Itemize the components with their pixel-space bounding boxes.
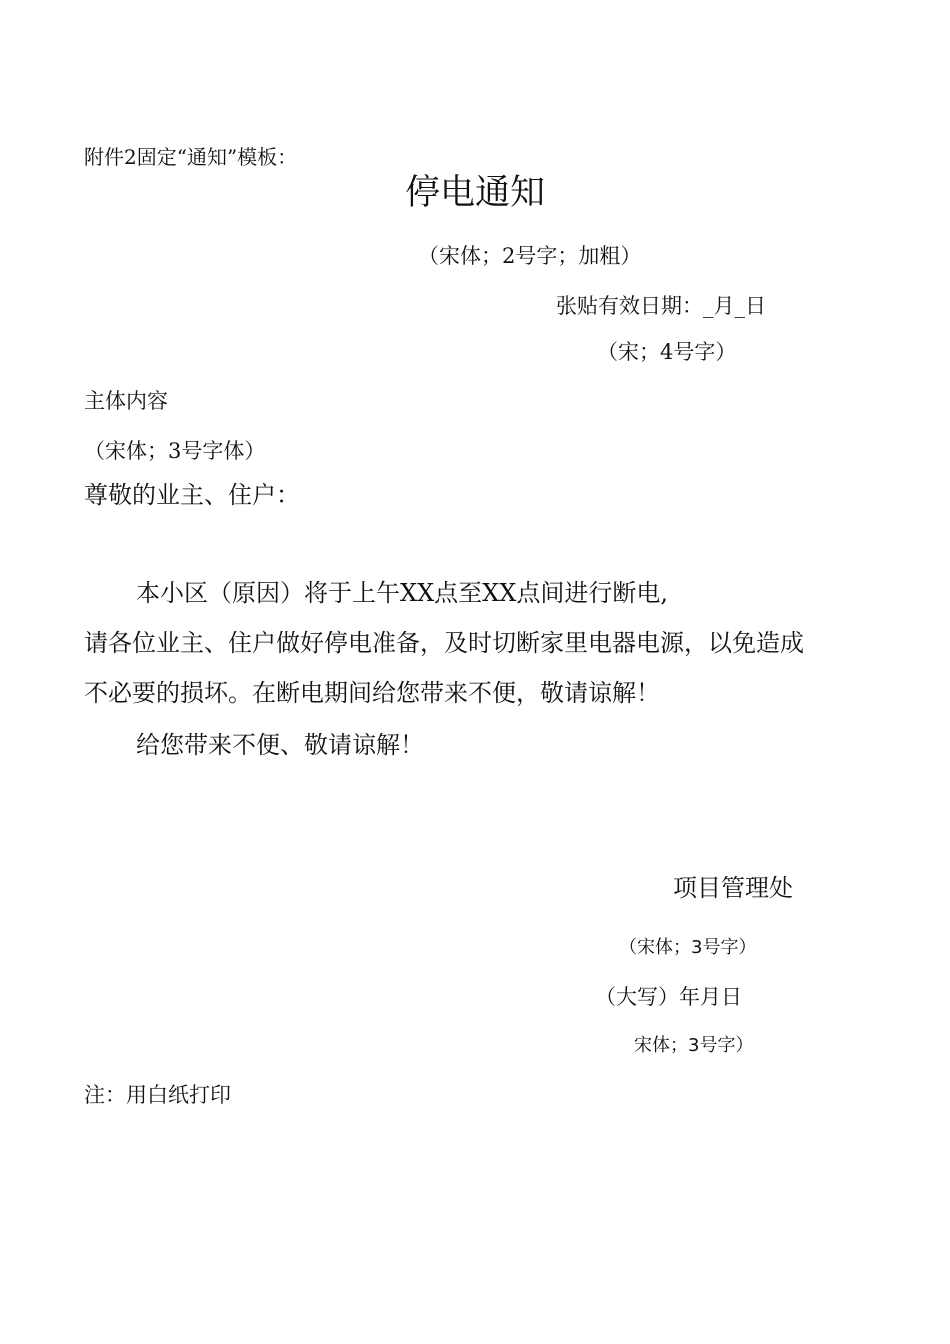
signature-date: （大写）年月日 bbox=[595, 985, 742, 1009]
footer-note: 注：用白纸打印 bbox=[84, 1083, 231, 1107]
signature-format-note: （宋体；3号字） bbox=[619, 937, 757, 958]
title-format-note: （宋体；2号字；加粗） bbox=[418, 244, 642, 268]
notice-title: 停电通知 bbox=[404, 173, 545, 213]
body-paragraph-line: 请各位业主、住户做好停电准备，及时切断家里电器电源，以免造成 bbox=[84, 629, 804, 657]
posting-date-format-note: （宋；4号字） bbox=[597, 340, 737, 364]
body-paragraph-line: 不必要的损坏。在断电期间给您带来不便，敬请谅解！ bbox=[84, 679, 660, 707]
attachment-heading: 附件2固定“通知”模板： bbox=[84, 145, 298, 169]
body-paragraph-line: 本小区（原因）将于上午XX点至XX点间进行断电, bbox=[136, 579, 668, 607]
body-format-note: （宋体；3号字体） bbox=[84, 439, 266, 463]
salutation: 尊敬的业主、住户： bbox=[84, 481, 300, 509]
posting-date: 张贴有效日期：_月_日 bbox=[556, 294, 766, 318]
body-paragraph-line: 给您带来不便、敬请谅解！ bbox=[136, 731, 424, 759]
body-label: 主体内容 bbox=[84, 389, 168, 413]
signature-date-format-note: 宋体；3号字） bbox=[634, 1035, 754, 1056]
signature: 项目管理处 bbox=[673, 874, 793, 902]
